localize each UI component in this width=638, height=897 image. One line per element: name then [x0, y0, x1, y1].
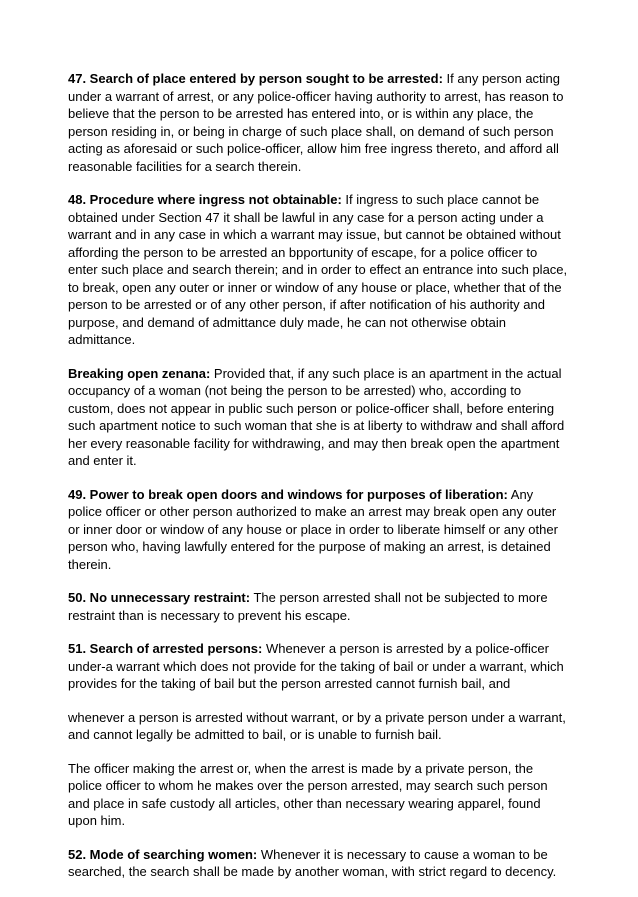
section-47	[68, 70, 568, 175]
section-body: If ingress to such place cannot be obtained under Section 47 it shall be lawful in any case for a person acting under a warrant and in any case in which a warrant may issue, but cannot be obtained without affording the person to be arrested an bpportunity of escape, for a police officer to enter such place and search therein; and in order to effect an entrance into such place, to break, open any outer or inner or window of any house or place, whether that of the person to be arrested or of any other person, if after notification of his authority and purpose, and demand of admittance duly made, he can not otherwise obtain admittance.	[68, 192, 568, 347]
section-body: Whenever a person is arrested by a police-officer under-a warrant which does not provide for the taking of bail or under a warrant, which provides for the taking of bail but the person arrested cannot furnish bail, and	[68, 641, 564, 691]
section-heading: 52. Mode of searching women:	[68, 846, 258, 862]
section-body: Provided that, if any such place is an apartment in the actual occupancy of a woman (not being the person to be arrested) who, according to custom, does not appear in public such person or police-officer shall, before entering such apartment notice to such woman that she is at liberty to withdraw and shall afford her every reasonable facility for withdrawing, and may then break open the apartment and enter it.	[68, 365, 565, 468]
section-heading: 47. Search of place entered by person sought to be arrested:	[68, 71, 443, 86]
section-heading: 49. Power to break open doors and windows for purposes of liberation:	[68, 486, 508, 502]
section-heading: 50. No unnecessary restraint:	[68, 590, 251, 605]
section-body: The officer making the arrest or, when the arrest is made by a private person, the police officer to whom he makes over the person arrested, may search such person and place in safe custody all articles, other than necessary wearing apparel, found upon him.	[68, 760, 548, 828]
section-51-officer-search	[68, 760, 568, 830]
section-body: Any police officer or other person authorized to make an arrest may break open any outer or inner door or window of any house or place in order to liberate himself or any other person who, having lawfully entered for the purpose of making an arrest, is detained therein.	[68, 486, 558, 572]
section-body: whenever a person is arrested without warrant, or by a private person under a warrant, and cannot legally be admitted to bail, or is unable to furnish bail.	[68, 709, 566, 742]
section-50	[68, 589, 568, 624]
section-heading: 51. Search of arrested persons:	[68, 641, 263, 656]
section-49	[68, 486, 568, 574]
section-body: If any person acting under a warrant of arrest, or any police-officer having authority to arrest, has reason to believe that the person to be arrested has entered into, or is within any place, the person residing in, or being in charge of such place shall, on demand of such person acting as aforesaid or such police-officer, allow him free ingress thereto, and afford all reasonable facilities for a search therein.	[68, 71, 564, 174]
section-heading: Breaking open zenana:	[68, 365, 211, 381]
section-51-continued	[68, 709, 568, 744]
section-51	[68, 640, 568, 693]
section-body: Whenever it is necessary to cause a woman to be searched, the search shall be made by another woman, with strict regard to decency.	[68, 846, 557, 879]
section-52	[68, 846, 568, 881]
section-body: The person arrested shall not be subjected to more restraint than is necessary to prevent his escape.	[68, 590, 548, 623]
section-heading: 48. Procedure where ingress not obtainable:	[68, 192, 342, 207]
section-48	[68, 191, 568, 349]
section-breaking-open-zenana	[68, 365, 568, 470]
document-page	[68, 70, 568, 897]
